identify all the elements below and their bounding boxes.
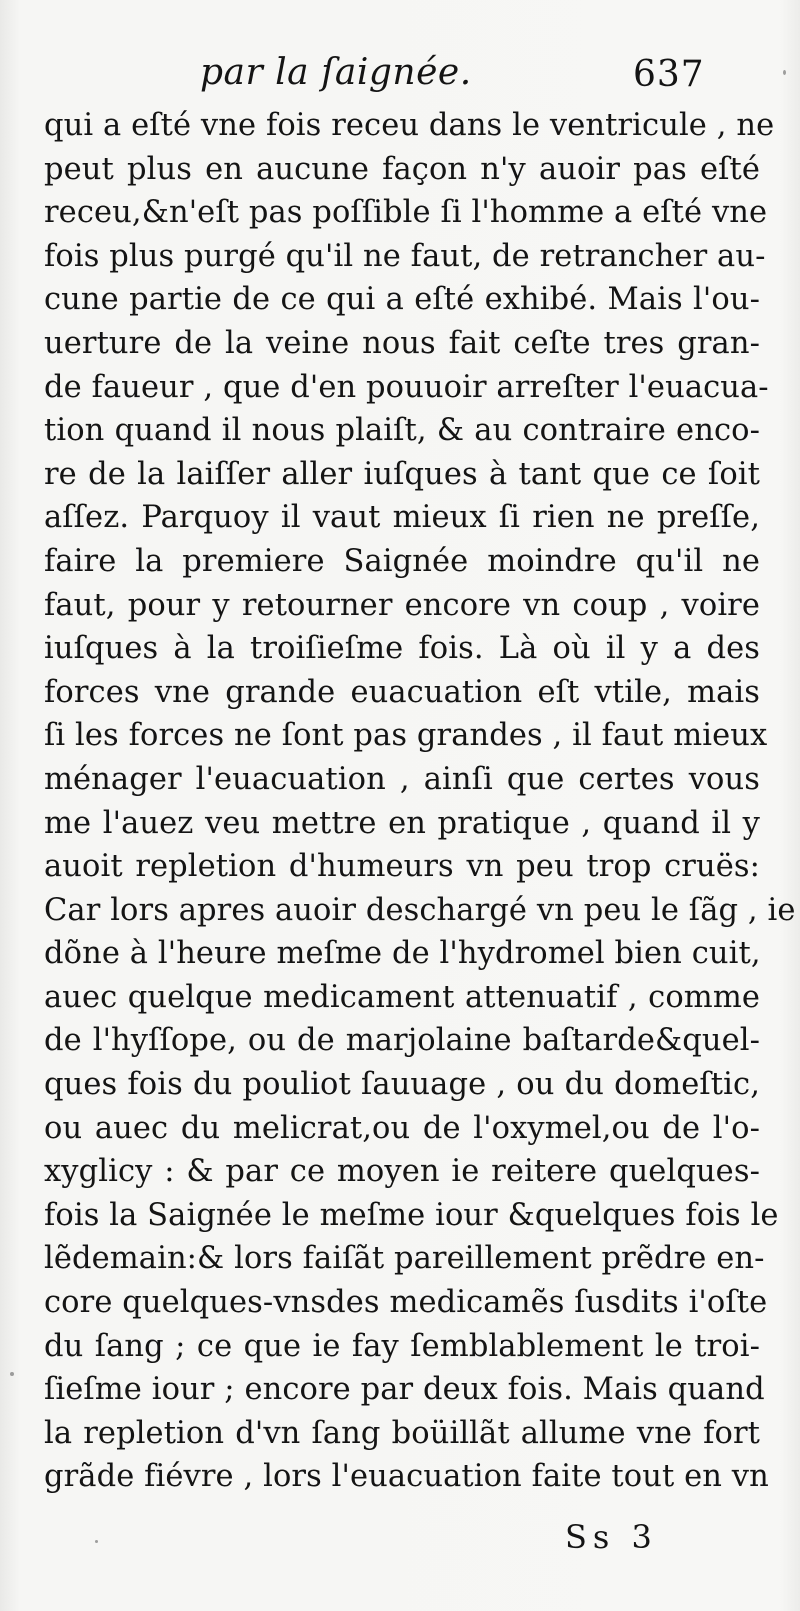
text-line: peut plus en aucune façon n'y auoir pas eſté	[44, 151, 760, 187]
paper-speck	[95, 1540, 98, 1543]
text-line: du ſang ; ce que ie fay ſemblablement le troi-	[44, 1328, 760, 1364]
text-line: la repletion d'vn ſang boüillãt allume vne fort	[44, 1415, 760, 1451]
text-line: lẽdemain:& lors faiſãt pareillement prẽdre en-	[44, 1241, 765, 1277]
text-line: auec quelque medicament attenuatif , comme	[44, 979, 760, 1015]
text-line: me l'auez veu mettre en pratique , quand il y	[44, 805, 760, 841]
running-title: par la ſaignée.	[200, 52, 472, 93]
text-line: uerture de la veine nous fait ceſte tres gran-	[44, 325, 760, 361]
text-line: aſſez. Parquoy il vaut mieux ſi rien ne preſſe,	[44, 500, 760, 536]
paper-speck	[10, 1372, 14, 1376]
text-line: fois plus purgé qu'il ne faut, de retrancher au-	[44, 238, 766, 274]
text-line: auoit repletion d'humeurs vn peu trop cruës:	[44, 849, 760, 885]
text-line: ques fois du pouliot ſauuage , ou du domeſtic,	[44, 1067, 760, 1103]
text-line: grãde fiévre , lors l'euacuation faite tout en vn	[44, 1459, 769, 1495]
text-line: core quelques-vnsdes medicamẽs ſusdits i'oſte	[44, 1285, 768, 1321]
text-line: Car lors apres auoir deschargé vn peu le ſãg , ie	[44, 892, 796, 928]
text-line: fois la Saignée le meſme iour &quelques fois le	[44, 1197, 779, 1233]
text-line: ou auec du melicrat,ou de l'oxymel,ou de l'o-	[44, 1110, 760, 1146]
text-line: ſieſme iour ; encore par deux fois. Mais quand	[44, 1372, 765, 1408]
text-line: ſi les forces ne ſont pas grandes , il faut mieux	[44, 718, 768, 754]
text-line: ménager l'euacuation , ainſi que certes vous	[44, 761, 760, 797]
text-line: dõne à l'heure meſme de l'hydromel bien cuit,	[44, 936, 761, 972]
text-line: cune partie de ce qui a eſté exhibé. Mais l'ou-	[44, 282, 760, 318]
text-line: de l'hyſſope, ou de marjolaine baſtarde&quel-	[44, 1023, 760, 1059]
text-line: de faueur , que d'en pouuoir arreſter l'euacua-	[44, 369, 769, 405]
running-head	[45, 50, 765, 104]
text-line: qui a eſté vne fois receu dans le ventricule , ne	[44, 108, 775, 143]
text-line: xyglicy : & par ce moyen ie reitere quelques-	[44, 1154, 760, 1190]
text-line: tion quand il nous plaiſt, & au contraire enco-	[44, 413, 760, 449]
text-line: iuſques à la troiſieſme fois. Là où il y a des	[44, 631, 760, 667]
body-text	[44, 104, 796, 1499]
paper-speck	[783, 70, 786, 75]
text-line: receu,&n'eſt pas poſſible ſi l'homme a eſté vne	[44, 195, 768, 231]
text-line: faire la premiere Saignée moindre qu'il ne	[44, 543, 760, 579]
text-line: forces vne grande euacuation eſt vtile, mais	[44, 674, 760, 710]
signature-mark: Ss 3	[565, 1518, 658, 1556]
text-line: re de la laiſſer aller iuſques à tant que ce ſoit	[44, 456, 760, 492]
page-number: 637	[633, 54, 705, 95]
text-line: faut, pour y retourner encore vn coup , voire	[44, 587, 760, 623]
